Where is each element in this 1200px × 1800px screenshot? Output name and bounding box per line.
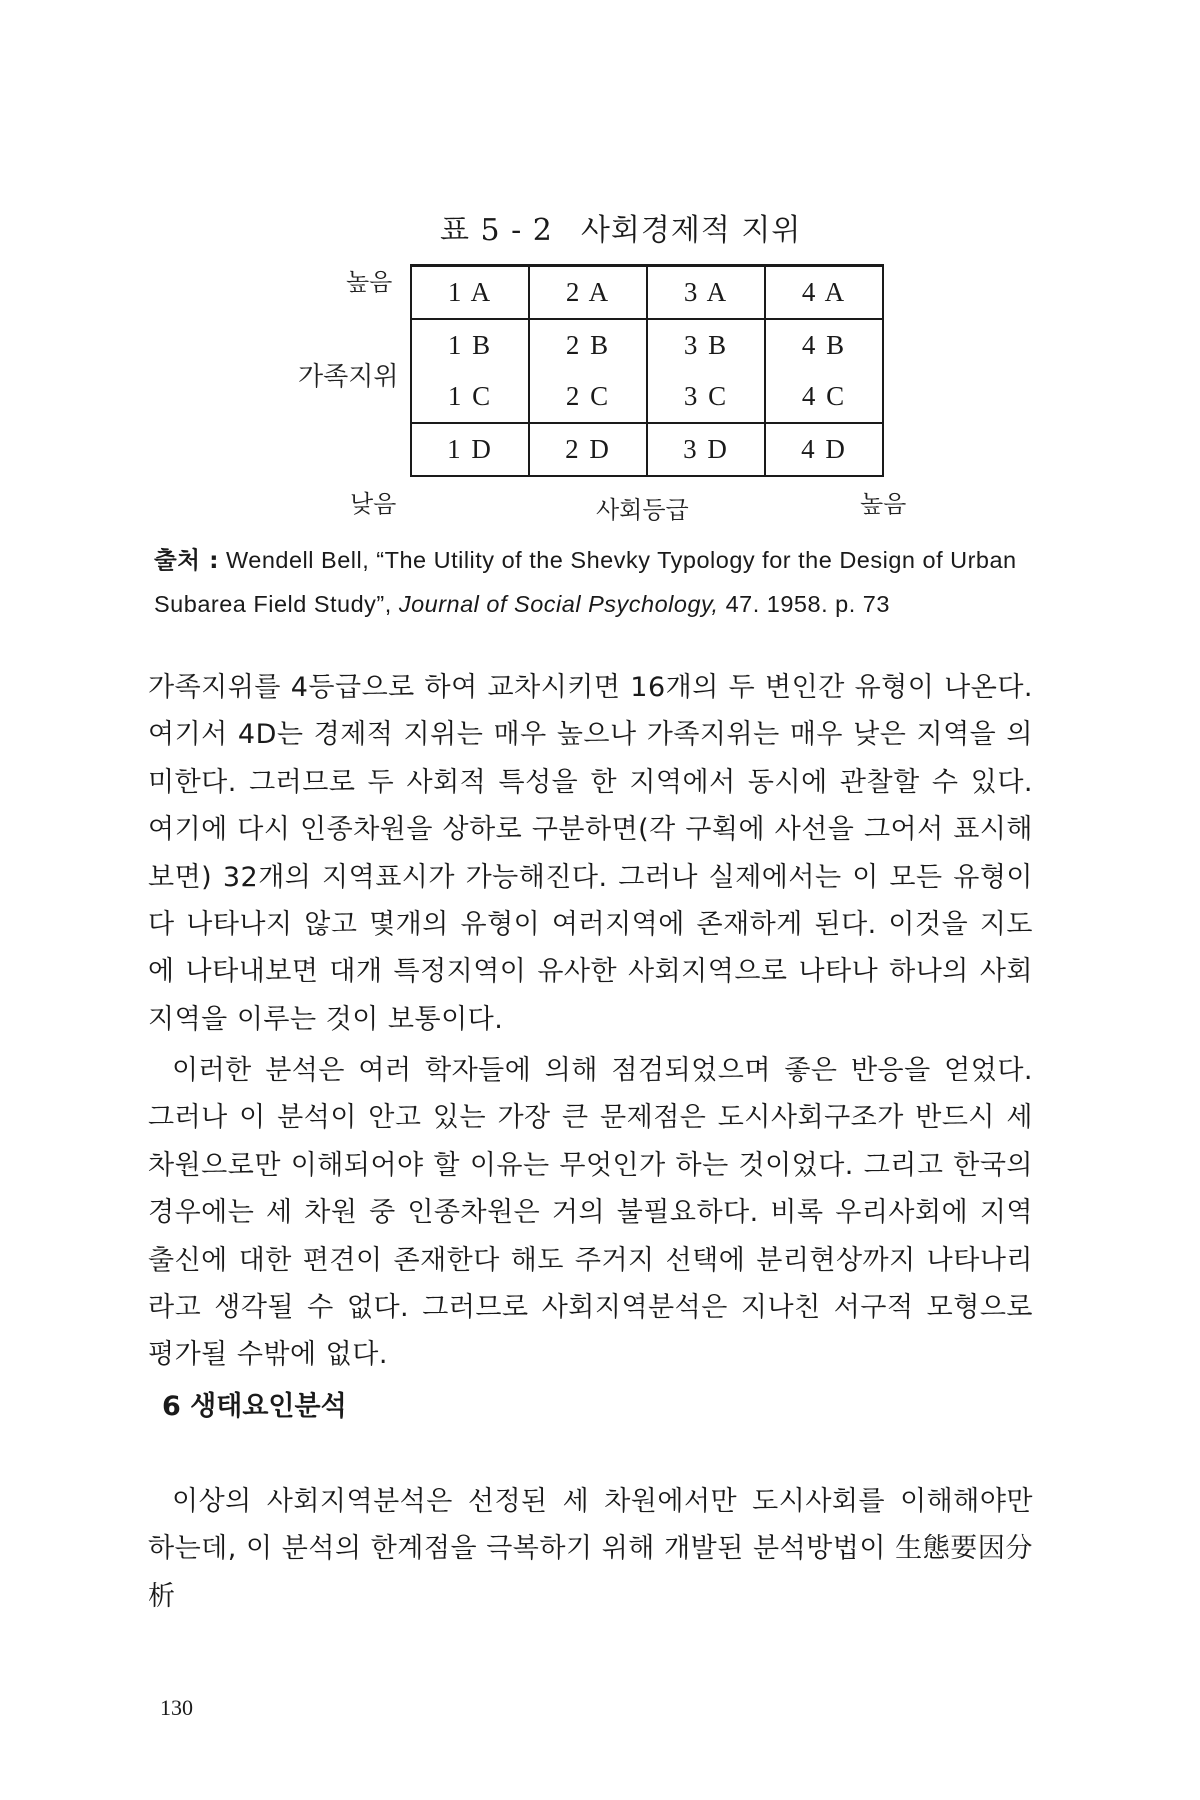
section-heading: 6 생태요인분석 bbox=[162, 1391, 347, 1422]
body-paragraph-2: 이러한 분석은 여러 학자들에 의해 점검되었으며 좋은 반응을 얻었다. 그러나 이 분석이 안고 있는 가장 큰 문제점은 도시사회구조가 반드시 세 차원으로만 이해되어야 할 이유는 무엇인가 하는 것이었다. 그리고 한국의 경우에는 세 차원 중 인종차원은 거의 불필요하다. 비록 우리사회에 지역출신에 대한 편견이 존재한다 해도 주거지 선택에 분리현상까지 나타나리라고 생각될 수 없다. 그러므로 사회지역분석은 지나친 서구적 모형으로 평가될 수밖에 없다. bbox=[148, 1055, 1033, 1371]
axis-label-high-right: 높음 bbox=[860, 490, 907, 518]
table-cell: 2 C bbox=[529, 371, 647, 423]
body-paragraph-3: 이상의 사회지역분석은 선정된 세 차원에서만 도시사회를 이해해야만 하는데, 이 분석의 한계점을 극복하기 위해 개발된 분석방법이 生態要因分析 bbox=[148, 1486, 1033, 1612]
table-number: 표 5 - 2 bbox=[440, 213, 553, 248]
body-paragraph-1: 가족지위를 4등급으로 하여 교차시키면 16개의 두 변인간 유형이 나온다. 여기서 4D는 경제적 지위는 매우 높으나 가족지위는 매우 낮은 지역을 의미한다. 그러므로 두 사회적 특성을 한 지역에서 동시에 관찰할 수 있다. 여기에 다시 인종차원을 상하로 구분하면(각 구획에 사선을 그어서 표시해 보면) 32개의 지역표시가 가능해진다. 그러나 실제에서는 이 모든 유형이 다 나타나지 않고 몇개의 유형이 여러지역에 존재하게 된다. 이것을 지도에 나타내보면 대개 특정지역이 유사한 사회지역으로 나타나 하나의 사회지역을 이루는 것이 보통이다. bbox=[148, 672, 1033, 1035]
table-cell: 4 C bbox=[765, 371, 883, 423]
table-cell: 1 A bbox=[411, 266, 529, 320]
table-source-citation bbox=[154, 538, 1034, 626]
axis-label-social-rank: 사회등급 bbox=[596, 496, 689, 524]
table-cell: 3 C bbox=[647, 371, 765, 423]
table-row bbox=[411, 319, 883, 371]
axis-label-high-top: 높음 bbox=[346, 268, 393, 296]
table-cell: 4 D bbox=[765, 423, 883, 476]
table-cell: 1 B bbox=[411, 319, 529, 371]
table-cell: 3 D bbox=[647, 423, 765, 476]
status-typology-table bbox=[410, 264, 884, 477]
table-cell: 3 B bbox=[647, 319, 765, 371]
table-cell: 4 A bbox=[765, 266, 883, 320]
source-journal: Journal of Social Psychology, bbox=[398, 591, 719, 617]
table-title bbox=[440, 205, 829, 249]
table-cell: 2 A bbox=[529, 266, 647, 320]
axis-label-family-status: 가족지위 bbox=[298, 362, 399, 392]
table-cell: 2 B bbox=[529, 319, 647, 371]
source-details: 47. 1958. p. 73 bbox=[725, 591, 890, 617]
table-row bbox=[411, 371, 883, 423]
table-cell: 3 A bbox=[647, 266, 765, 320]
source-authors-title: Wendell Bell, “The Utility of the Shevky Typology for the Design of Urban Subarea Field Study”, bbox=[154, 547, 1017, 617]
source-prefix: 출처 : bbox=[154, 546, 219, 574]
page-number: 130 bbox=[160, 1695, 193, 1720]
table-cell: 1 C bbox=[411, 371, 529, 423]
table-row bbox=[411, 423, 883, 476]
table-caption: 사회경제적 지위 bbox=[580, 213, 802, 248]
table-row bbox=[411, 266, 883, 320]
table-cell: 1 D bbox=[411, 423, 529, 476]
table-cell: 2 D bbox=[529, 423, 647, 476]
axis-label-low: 낮음 bbox=[350, 490, 397, 518]
table-cell: 4 B bbox=[765, 319, 883, 371]
